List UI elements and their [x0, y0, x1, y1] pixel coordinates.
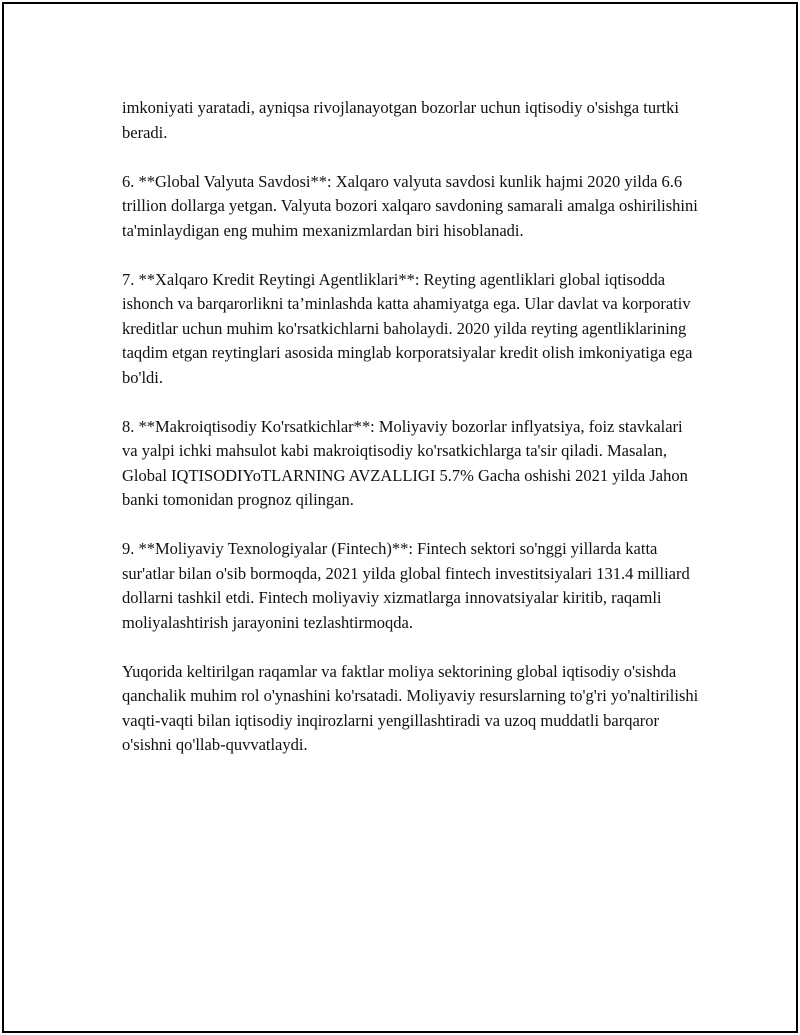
- paragraph-continuation: imkoniyati yaratadi, ayniqsa rivojlanayotgan bozorlar uchun iqtisodiy o'sishga turtki beradi.: [122, 98, 679, 142]
- paragraph-fintech: 9. **Moliyaviy Texnologiyalar (Fintech)**: Fintech sektori so'nggi yillarda katta sur'atlar bilan o'sib bormoqda, 2021 yilda global fintech investitsiyalari 131.4 milliard dollarni tashkil etdi. Fintech moliyaviy xizmatlarga innovatsiyalar kiritib, raqamli moliyalashtirish jarayonini tezlashtirmoqda.: [122, 539, 690, 632]
- page-frame: [2, 2, 798, 1033]
- paragraph-conclusion: Yuqorida keltirilgan raqamlar va faktlar moliya sektorining global iqtisodiy o'sishda qanchalik muhim rol o'ynashini ko'rsatadi. Moliyaviy resurslarning to'g'ri yo'naltirilishi vaqti-vaqti bilan iqtisodiy inqirozlarni yengillashtiradi va uzoq muddatli barqaror o'sishni qo'llab-quvvatlaydi.: [122, 661, 699, 754]
- paragraph-macroeconomic-indicators: 8. **Makroiqtisodiy Ko'rsatkichlar**: Moliyaviy bozorlar inflyatsiya, foiz stavkalari va yalpi ichki mahsulot kabi makroiqtisodiy ko'rsatkichlarga ta'sir qiladi. Masalan, Global IQTISODIYoTLARNING AVZALLIGI 5.7% Gacha oshishi 2021 yilda Jahon banki tomonidan prognoz qilingan.: [122, 416, 688, 509]
- document-body: [122, 96, 702, 782]
- paragraph-global-currency-trade: 6. **Global Valyuta Savdosi**: Xalqaro valyuta savdosi kunlik hajmi 2020 yilda 6.6 trillion dollarga yetgan. Valyuta bozori xalqaro savdoning samarali amalga oshirilishini ta'minlaydigan eng muhim mexanizmlardan biri hisoblanadi.: [122, 171, 698, 240]
- paragraph-credit-rating-agencies: 7. **Xalqaro Kredit Reytingi Agentliklari**: Reyting agentliklari global iqtisodda ishonch va barqarorlikni ta’minlashda katta ahamiyatga ega. Ular davlat va korporativ kreditlar uchun muhim ko'rsatkichlarni baholaydi. 2020 yilda reyting agentliklarining taqdim etgan reytinglari asosida minglab korporatsiyalar kredit olish imkoniyatiga ega bo'ldi.: [122, 269, 693, 387]
